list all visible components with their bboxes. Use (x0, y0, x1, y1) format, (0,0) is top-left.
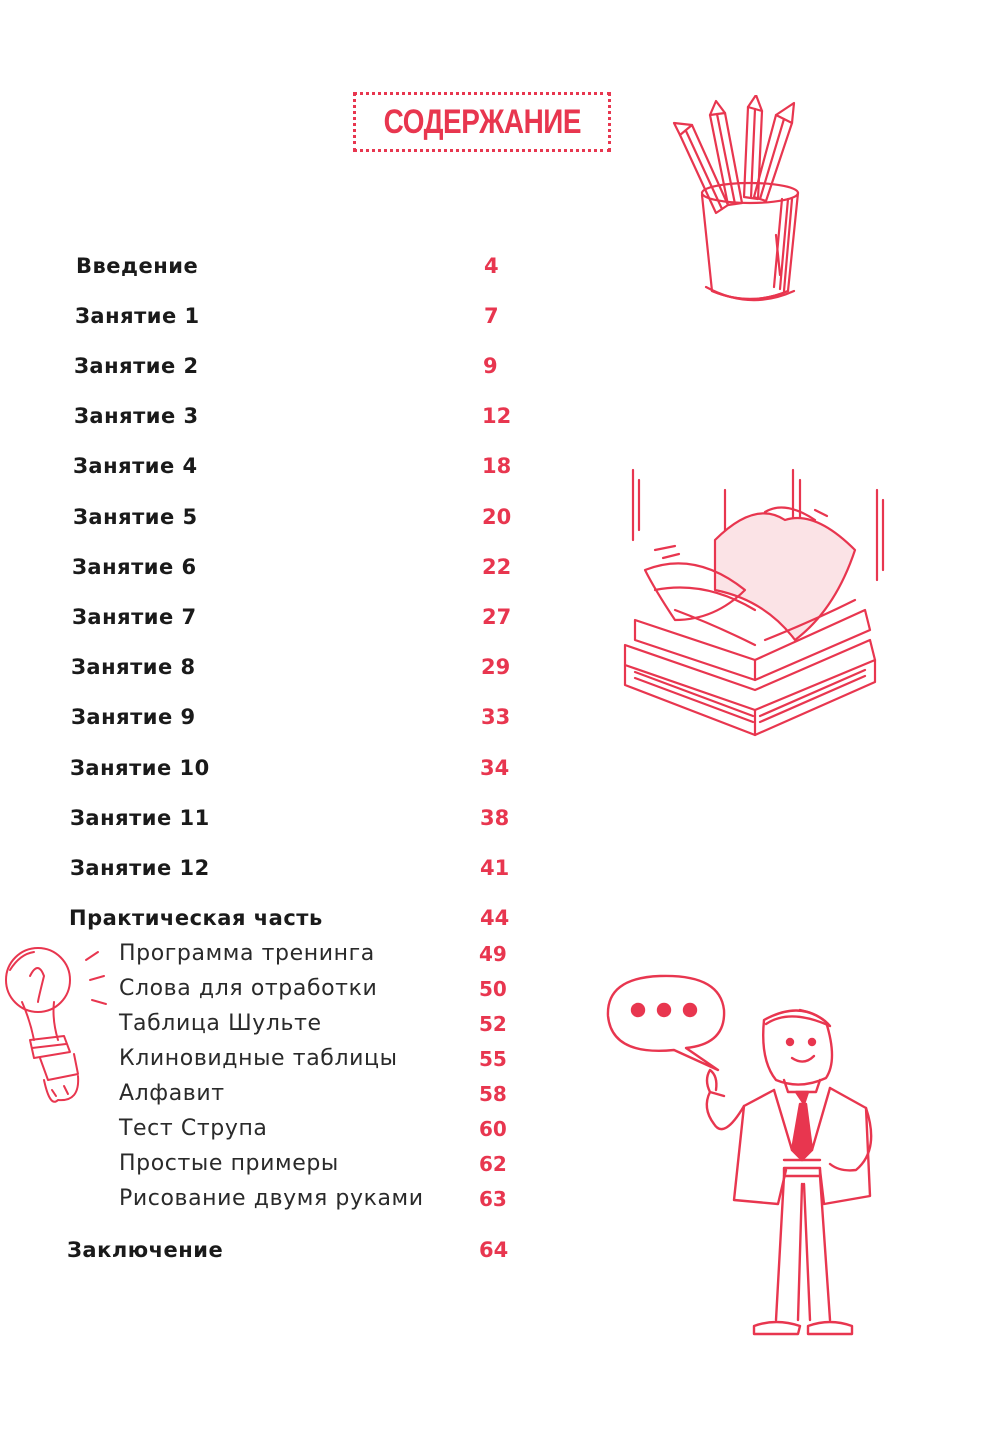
open-book-stack-icon (615, 460, 890, 745)
toc-subentry-label: Слова для отработки (119, 976, 378, 1001)
toc-entry-page: 27 (482, 605, 512, 629)
toc-entry-label: Занятие 10 (70, 756, 210, 780)
toc-entry-label: Заключение (67, 1238, 224, 1262)
toc-entry[interactable] (0, 651, 560, 683)
toc-entry-page: 9 (483, 354, 498, 378)
toc-entry[interactable] (0, 752, 560, 784)
toc-entry-page: 34 (480, 756, 510, 780)
toc-entry[interactable] (0, 350, 560, 382)
toc-entry[interactable] (0, 400, 560, 432)
toc-entry-label: Занятие 6 (72, 555, 197, 579)
toc-subentry-page: 58 (479, 1082, 507, 1106)
toc-subentry-label: Алфавит (119, 1081, 225, 1106)
contents-heading-frame (353, 92, 611, 152)
toc-entry-page: 7 (484, 304, 499, 328)
toc-entry-page: 64 (479, 1238, 509, 1262)
toc-entry-page: 12 (482, 404, 512, 428)
toc-entry-page: 22 (482, 555, 512, 579)
toc-subentry-label: Таблица Шульте (119, 1011, 322, 1036)
toc-subentry-page: 60 (479, 1117, 507, 1141)
lightbulb-icon (0, 940, 110, 1115)
toc-entry[interactable] (0, 300, 560, 332)
pencil-cup-icon (670, 95, 820, 310)
toc-entry-label: Занятие 9 (71, 705, 196, 729)
toc-subentry-label: Простые примеры (119, 1151, 339, 1176)
toc-subentry-label: Клиновидные таблицы (119, 1046, 398, 1071)
toc-entry-page: 29 (481, 655, 511, 679)
toc-subentry-page: 49 (479, 942, 507, 966)
toc-subentry-label: Рисование двумя руками (119, 1186, 424, 1211)
toc-subentry-label: Программа тренинга (119, 941, 375, 966)
toc-entry-label: Введение (76, 254, 199, 278)
toc-subentry-page: 62 (479, 1152, 507, 1176)
toc-entry-page: 18 (482, 454, 512, 478)
toc-subentry-label: Тест Струпа (119, 1116, 268, 1141)
toc-entry[interactable] (0, 902, 560, 934)
toc-entry-label: Занятие 12 (70, 856, 210, 880)
toc-entry-page: 41 (480, 856, 510, 880)
toc-subentry-page: 63 (479, 1187, 507, 1211)
toc-entry-label: Практическая часть (69, 906, 323, 930)
businessman-icon (680, 1000, 885, 1340)
toc-entry[interactable] (0, 852, 560, 884)
toc-entry[interactable] (0, 551, 560, 583)
toc-entry-page: 38 (480, 806, 510, 830)
toc-entry-label: Занятие 4 (73, 454, 198, 478)
toc-entry-page: 4 (484, 254, 499, 278)
toc-subentry-page: 52 (479, 1012, 507, 1036)
toc-entry[interactable] (0, 802, 560, 834)
toc-entry[interactable] (0, 250, 560, 282)
toc-entry-page: 44 (480, 906, 510, 930)
toc-entry-page: 20 (482, 505, 512, 529)
toc-subentry[interactable] (0, 1148, 560, 1180)
toc-subentry[interactable] (0, 1183, 560, 1215)
toc-entry[interactable] (0, 601, 560, 633)
toc-entry-label: Занятие 7 (72, 605, 197, 629)
toc-entry-label: Занятие 2 (74, 354, 199, 378)
toc-entry-label: Занятие 8 (71, 655, 196, 679)
contents-heading: СОДЕРЖАНИЕ (383, 102, 581, 141)
toc-entry[interactable] (0, 701, 560, 733)
toc-entry[interactable] (0, 450, 560, 482)
toc-entry[interactable] (0, 1234, 560, 1266)
toc-subentry-page: 55 (479, 1047, 507, 1071)
toc-entry-page: 33 (481, 705, 511, 729)
toc-entry-label: Занятие 1 (75, 304, 200, 328)
toc-entry-label: Занятие 11 (70, 806, 210, 830)
toc-entry[interactable] (0, 501, 560, 533)
toc-entry-label: Занятие 3 (74, 404, 199, 428)
toc-subentry[interactable] (0, 1113, 560, 1145)
toc-subentry-page: 50 (479, 977, 507, 1001)
toc-entry-label: Занятие 5 (73, 505, 198, 529)
